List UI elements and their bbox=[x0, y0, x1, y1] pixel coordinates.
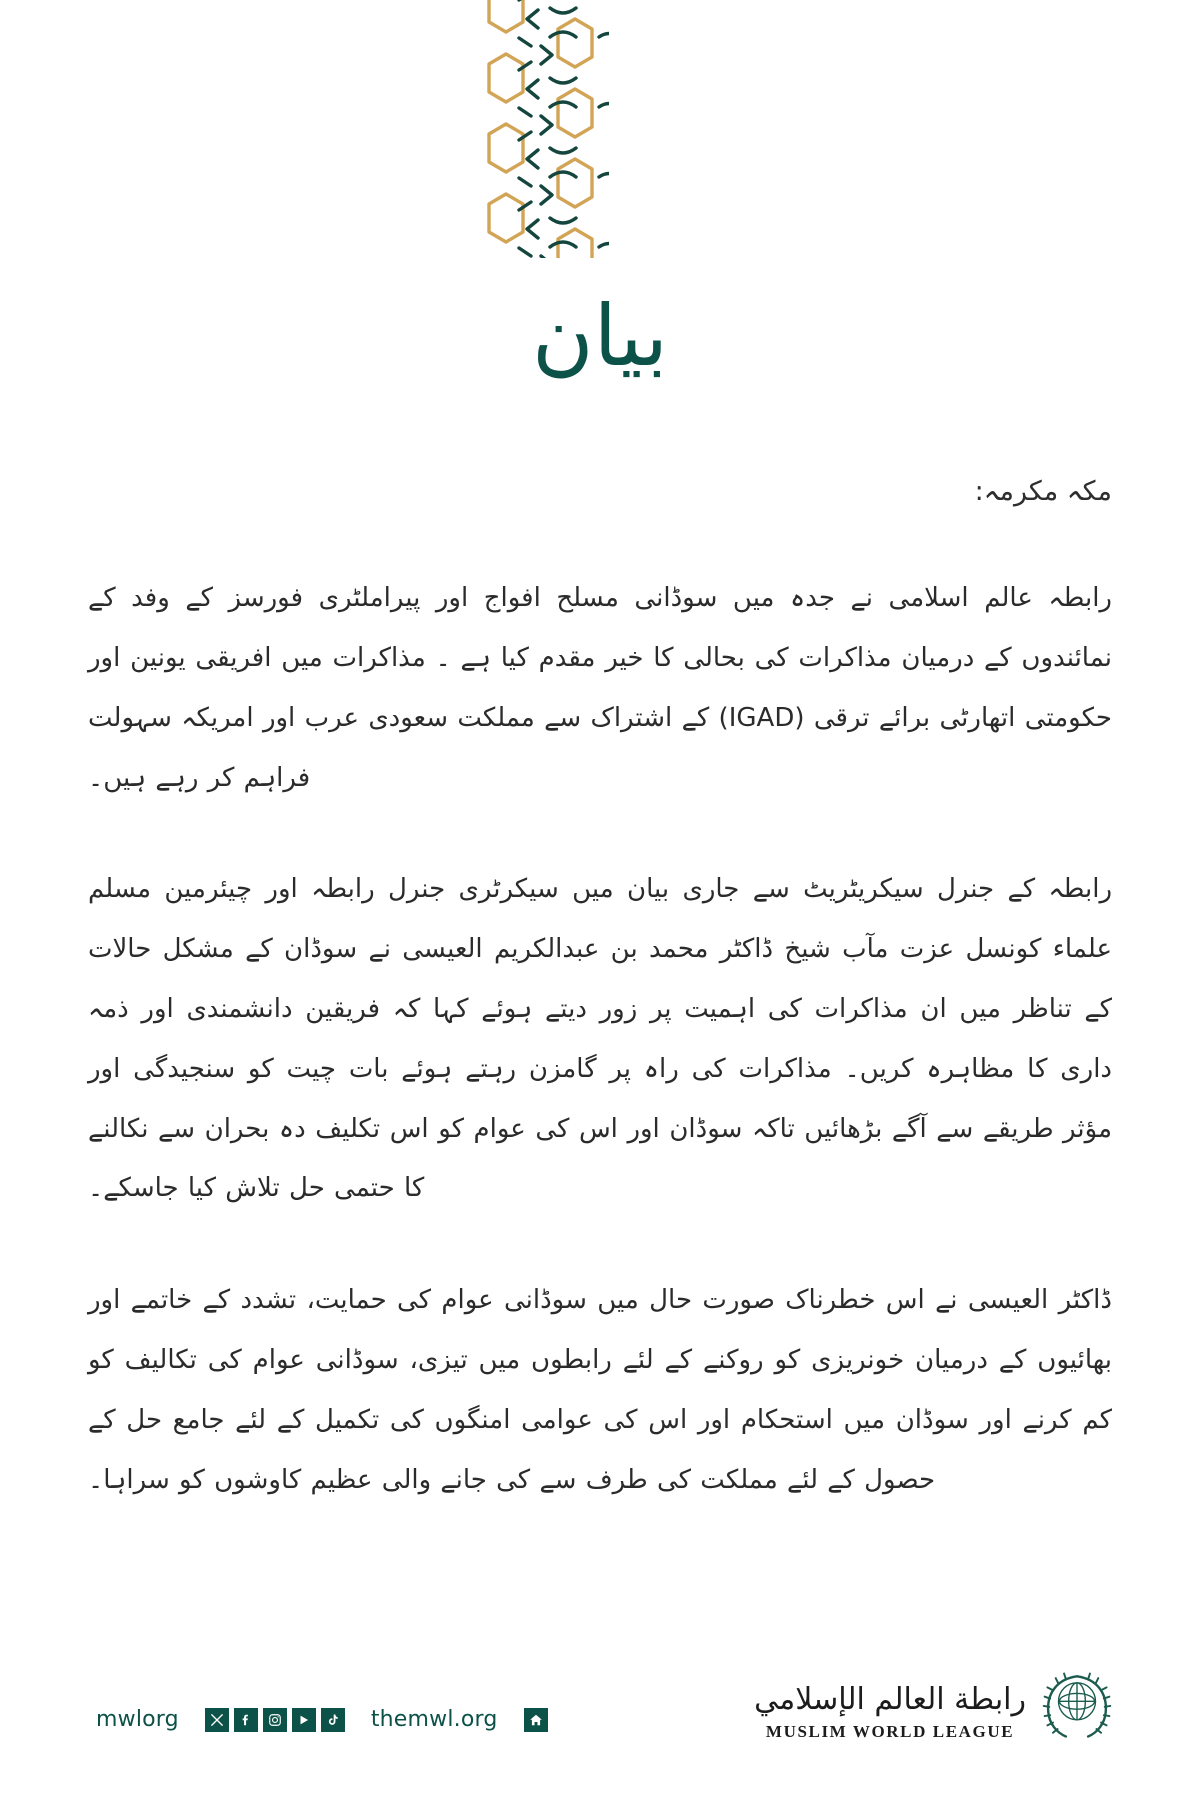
statement-paragraph: رابطہ کے جنرل سیکریٹریٹ سے جاری بیان میں سیکرٹری جنرل رابطہ اور چیئرمین مسلم علماء کونسل عزت مآب شیخ ڈاکٹر محمد بن عبدالکریم العیسی نے سوڈان کے مشکل حالات کے تناظر میں ان مذاکرات کی اہمیت پر زور دیتے ہوئے کہا کہ فریقین دانشمندی اور ذمہ داری کا مظاہرہ کریں۔ مذاکرات کی راہ پر گامزن رہتے ہوئے بات چیت کو سنجیدگی اور مؤثر طریقے سے آگے بڑھائیں تاکہ سوڈان اور اس کی عوام کو اس تکلیف دہ بحران سے نکالنے کا حتمی حل تلاش کیا جاسکے۔ bbox=[88, 874, 1112, 1204]
dateline: مکہ مکرمہ: bbox=[974, 476, 1112, 507]
home-icon[interactable] bbox=[524, 1708, 548, 1732]
page-title: بيان bbox=[531, 287, 668, 385]
social-handle: mwlorg bbox=[96, 1707, 179, 1732]
youtube-icon[interactable] bbox=[292, 1708, 316, 1732]
globe-wreath-emblem-icon bbox=[1040, 1668, 1114, 1742]
mwl-logo-english: MUSLIM WORLD LEAGUE bbox=[765, 1722, 1015, 1741]
footer-social-block bbox=[96, 1707, 548, 1732]
tiktok-icon[interactable] bbox=[321, 1708, 345, 1732]
page-title-container bbox=[0, 288, 1200, 385]
statement-body bbox=[88, 470, 1112, 1510]
mwl-logo-block bbox=[754, 1668, 1114, 1742]
x-twitter-icon[interactable] bbox=[205, 1708, 229, 1732]
mwl-logo-arabic: رابطة العالم الإسلامي bbox=[754, 1682, 1026, 1717]
statement-paragraph: ڈاکٹر العیسی نے اس خطرناک صورت حال میں سوڈانی عوام کی حمایت، تشدد کے خاتمے اور بھائیوں کے درمیان خونریزی کو روکنے کے لئے رابطوں میں تیزی، سوڈانی عوام کی تکالیف کو کم کرنے اور سوڈان میں استحکام اور اس کی عوامی امنگوں کی تکمیل کے لئے جامع حل کے حصول کے لئے مملکت کی طرف سے کی جانے والی عظیم کاوشوں کو سراہا۔ bbox=[88, 1285, 1112, 1495]
page-footer bbox=[0, 1648, 1200, 1768]
islamic-geometric-pattern-ornament bbox=[449, 0, 609, 258]
facebook-icon[interactable] bbox=[234, 1708, 258, 1732]
social-icon-row bbox=[205, 1708, 345, 1732]
website-url[interactable]: themwl.org bbox=[370, 1707, 498, 1732]
instagram-icon[interactable] bbox=[263, 1708, 287, 1732]
statement-paragraph: رابطہ عالم اسلامی نے جدہ میں سوڈانی مسلح افواج اور پیراملٹری فورسز کے وفد کے نمائندوں کے درمیان مذاکرات کی بحالی کا خیر مقدم کیا ہے ۔ مذاکرات میں افریقی یونین اور حکومتی اتھارٹی برائے ترقی (IGAD) کے اشتراک سے مملکت سعودی عرب اور امریکہ سہولت فراہم کر رہے ہیں۔ bbox=[88, 583, 1112, 793]
mwl-logo-text bbox=[754, 1682, 1026, 1742]
